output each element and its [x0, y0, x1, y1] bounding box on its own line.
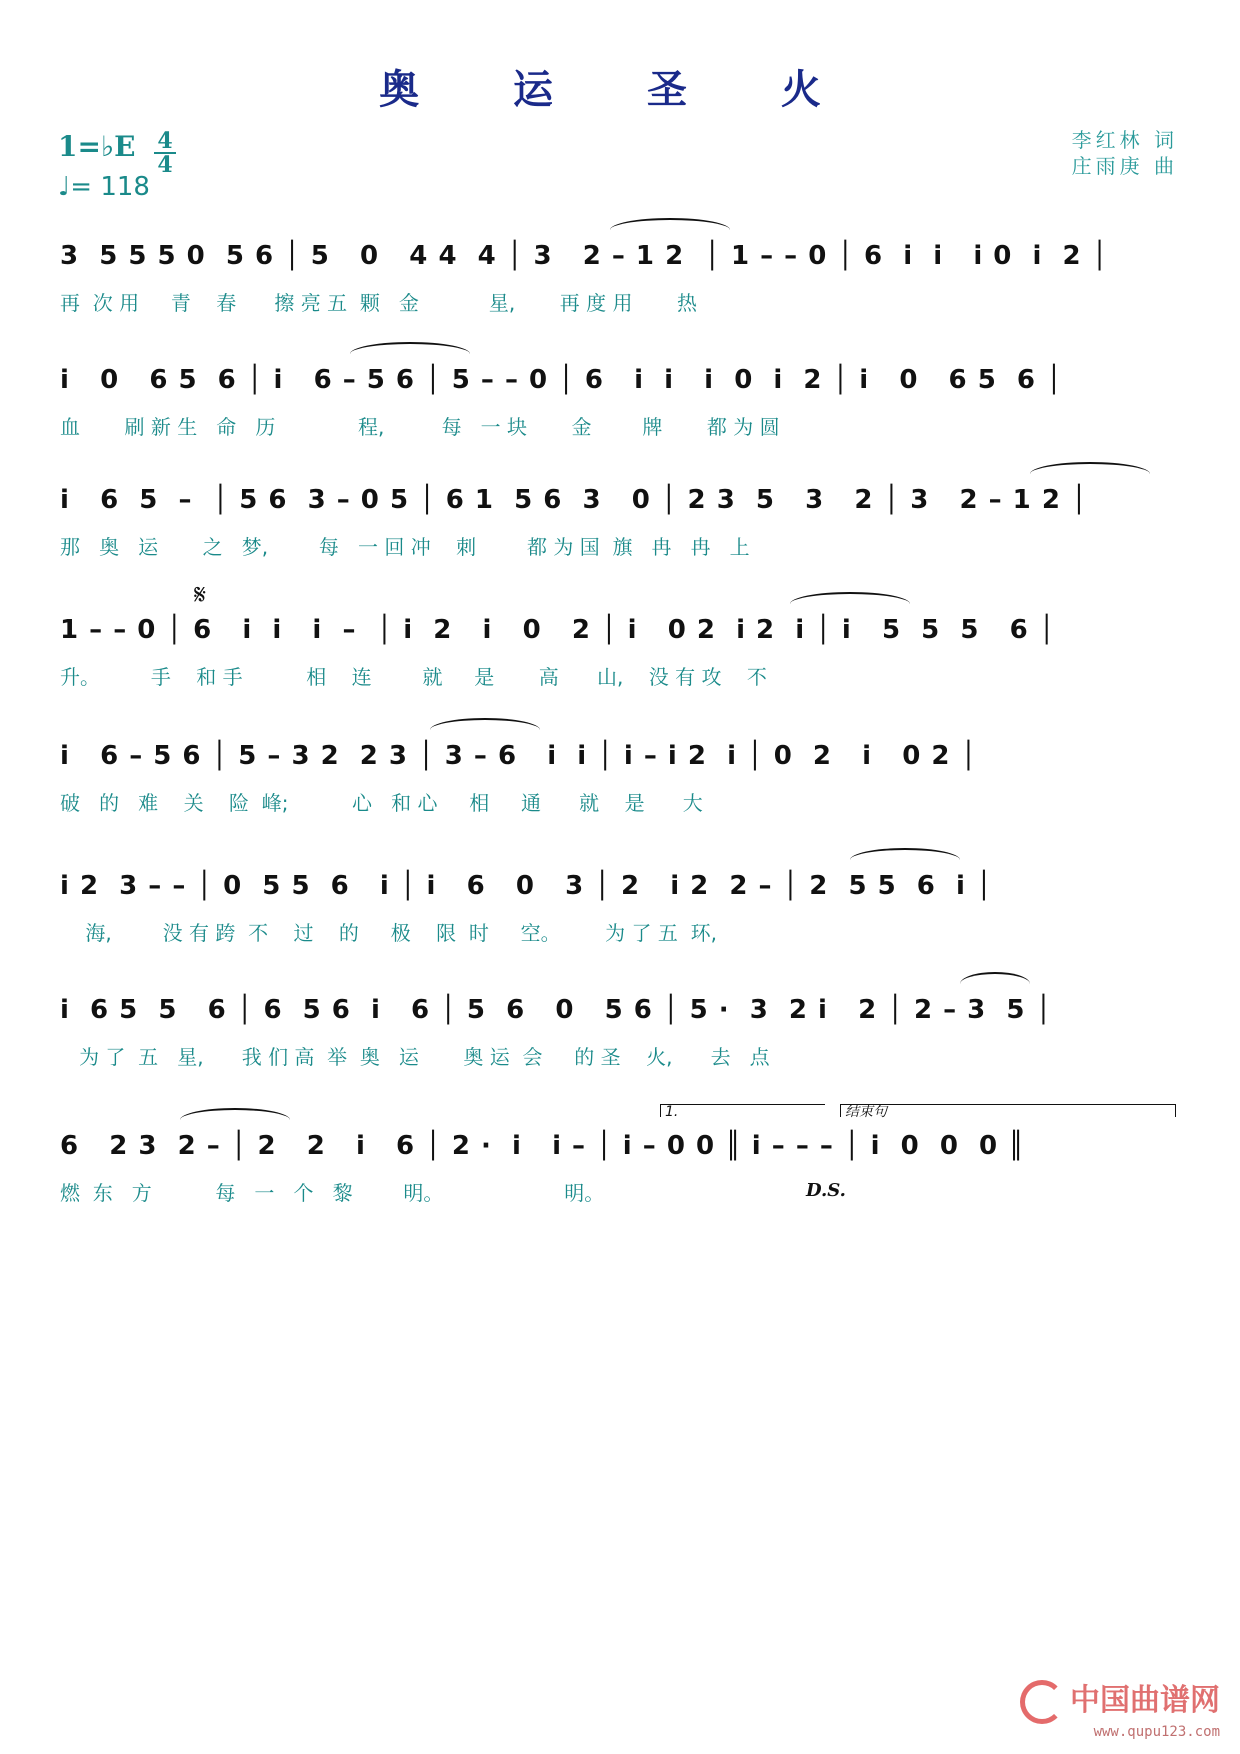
notes-line-8: 6 2 3 2 – │ 2 2 i 6 │ 2 · i i – │ i – 0 0 ║ i – – – │ i 0 0 0 ║	[60, 1131, 1025, 1161]
notes-line-7: i 6 5 5 6 │ 6 5 6 i 6 │ 5 6 0 5 6 │ 5 · 3 2 i 2 │ 2 – 3 5 │	[60, 995, 1053, 1025]
slur	[790, 592, 910, 616]
notes-line-3: i 6 5 – │ 5 6 3 – 0 5 │ 6 1 5 6 3 0 │ 2 3 5 3 2 │ 3 2 – 1 2 │	[60, 485, 1088, 515]
slur	[850, 848, 960, 872]
logo-icon	[1020, 1680, 1064, 1724]
slur	[430, 718, 540, 742]
lyrics-line-3: 那 奥 运 之 梦, 每 一 回 冲 刺 都 为 国 旗 冉 冉 上	[60, 535, 750, 559]
lyrics-line-6: 海, 没 有 跨 不 过 的 极 限 时 空。 为 了 五 环,	[60, 921, 717, 945]
notes-line-5: i 6 – 5 6 │ 5 – 3 2 2 3 │ 3 – 6 i i │ i – i 2 i │ 0 2 i 0 2 │	[60, 741, 978, 771]
slur	[180, 1108, 290, 1132]
meter-bottom: 4	[157, 152, 173, 178]
tempo-marking: ♩= 118	[58, 172, 150, 202]
segno-sign: 𝄋	[194, 578, 207, 611]
watermark-title: 中国曲谱网	[1070, 1683, 1220, 1718]
meter-top: 4	[157, 128, 173, 154]
first-ending-bracket: 1.	[660, 1104, 825, 1117]
slur	[960, 972, 1030, 996]
lyrics-line-1: 再 次 用 青 春 擦 亮 五 颗 金 星, 再 度 用 热	[60, 291, 697, 315]
score-line-6	[0, 866, 1240, 986]
score-line-3	[0, 480, 1240, 600]
score-line-5	[0, 736, 1240, 856]
key-signature: 1=♭E	[58, 130, 136, 163]
score-line-4	[0, 610, 1240, 730]
time-signature	[152, 130, 178, 176]
score-line-2	[0, 360, 1240, 480]
score-line-7	[0, 990, 1240, 1110]
slur	[350, 342, 470, 366]
ending-bracket: 结束句	[840, 1104, 1176, 1117]
lyrics-line-8: 燃 东 方 每 一 个 黎 明。 明。	[60, 1181, 605, 1205]
lyrics-line-5: 破 的 难 关 险 峰; 心 和 心 相 通 就 是 大	[60, 791, 703, 815]
notes-line-2: i 0 6 5 6 │ i 6 – 5 6 │ 5 – – 0 │ 6 i i i 0 i 2 │ i 0 6 5 6 │	[60, 365, 1063, 395]
notes-line-6: i 2 3 – – │ 0 5 5 6 i │ i 6 0 3 │ 2 i 2 2 – │ 2 5 5 6 i │	[60, 871, 993, 901]
score-line-8	[0, 1126, 1240, 1246]
composer-credit: 庄雨庚 曲	[1071, 154, 1178, 178]
song-title: 奥 运 圣 火	[379, 66, 861, 113]
lyrics-line-2: 血 刷 新 生 命 历 程, 每 一 块 金 牌 都 为 圆	[60, 415, 780, 439]
dal-segno-marking: D.S.	[806, 1180, 846, 1201]
lyrics-line-7: 为 了 五 星, 我 们 高 举 奥 运 奥 运 会 的 圣 火, 去 点	[60, 1045, 770, 1069]
lyrics-line-4: 升。 手 和 手 相 连 就 是 高 山, 没 有 攻 不	[60, 665, 767, 689]
site-watermark	[1020, 1675, 1220, 1740]
notes-line-1: 3 5 5 5 0 5 6 │ 5 0 4 4 4 │ 3 2 – 1 2 │ 1 – – 0 │ 6 i i i 0 i 2 │	[60, 241, 1109, 271]
slur	[1030, 462, 1150, 486]
notes-line-4: 1 – – 0 │ 6 i i i – │ i 2 i 0 2 │ i 0 2 i 2 i │ i 5 5 5 6 │	[60, 615, 1056, 645]
slur	[610, 218, 730, 242]
watermark-url: www.qupu123.com	[1093, 1724, 1220, 1740]
lyricist-credit: 李红林 词	[1071, 128, 1178, 152]
score-line-1	[0, 236, 1240, 356]
